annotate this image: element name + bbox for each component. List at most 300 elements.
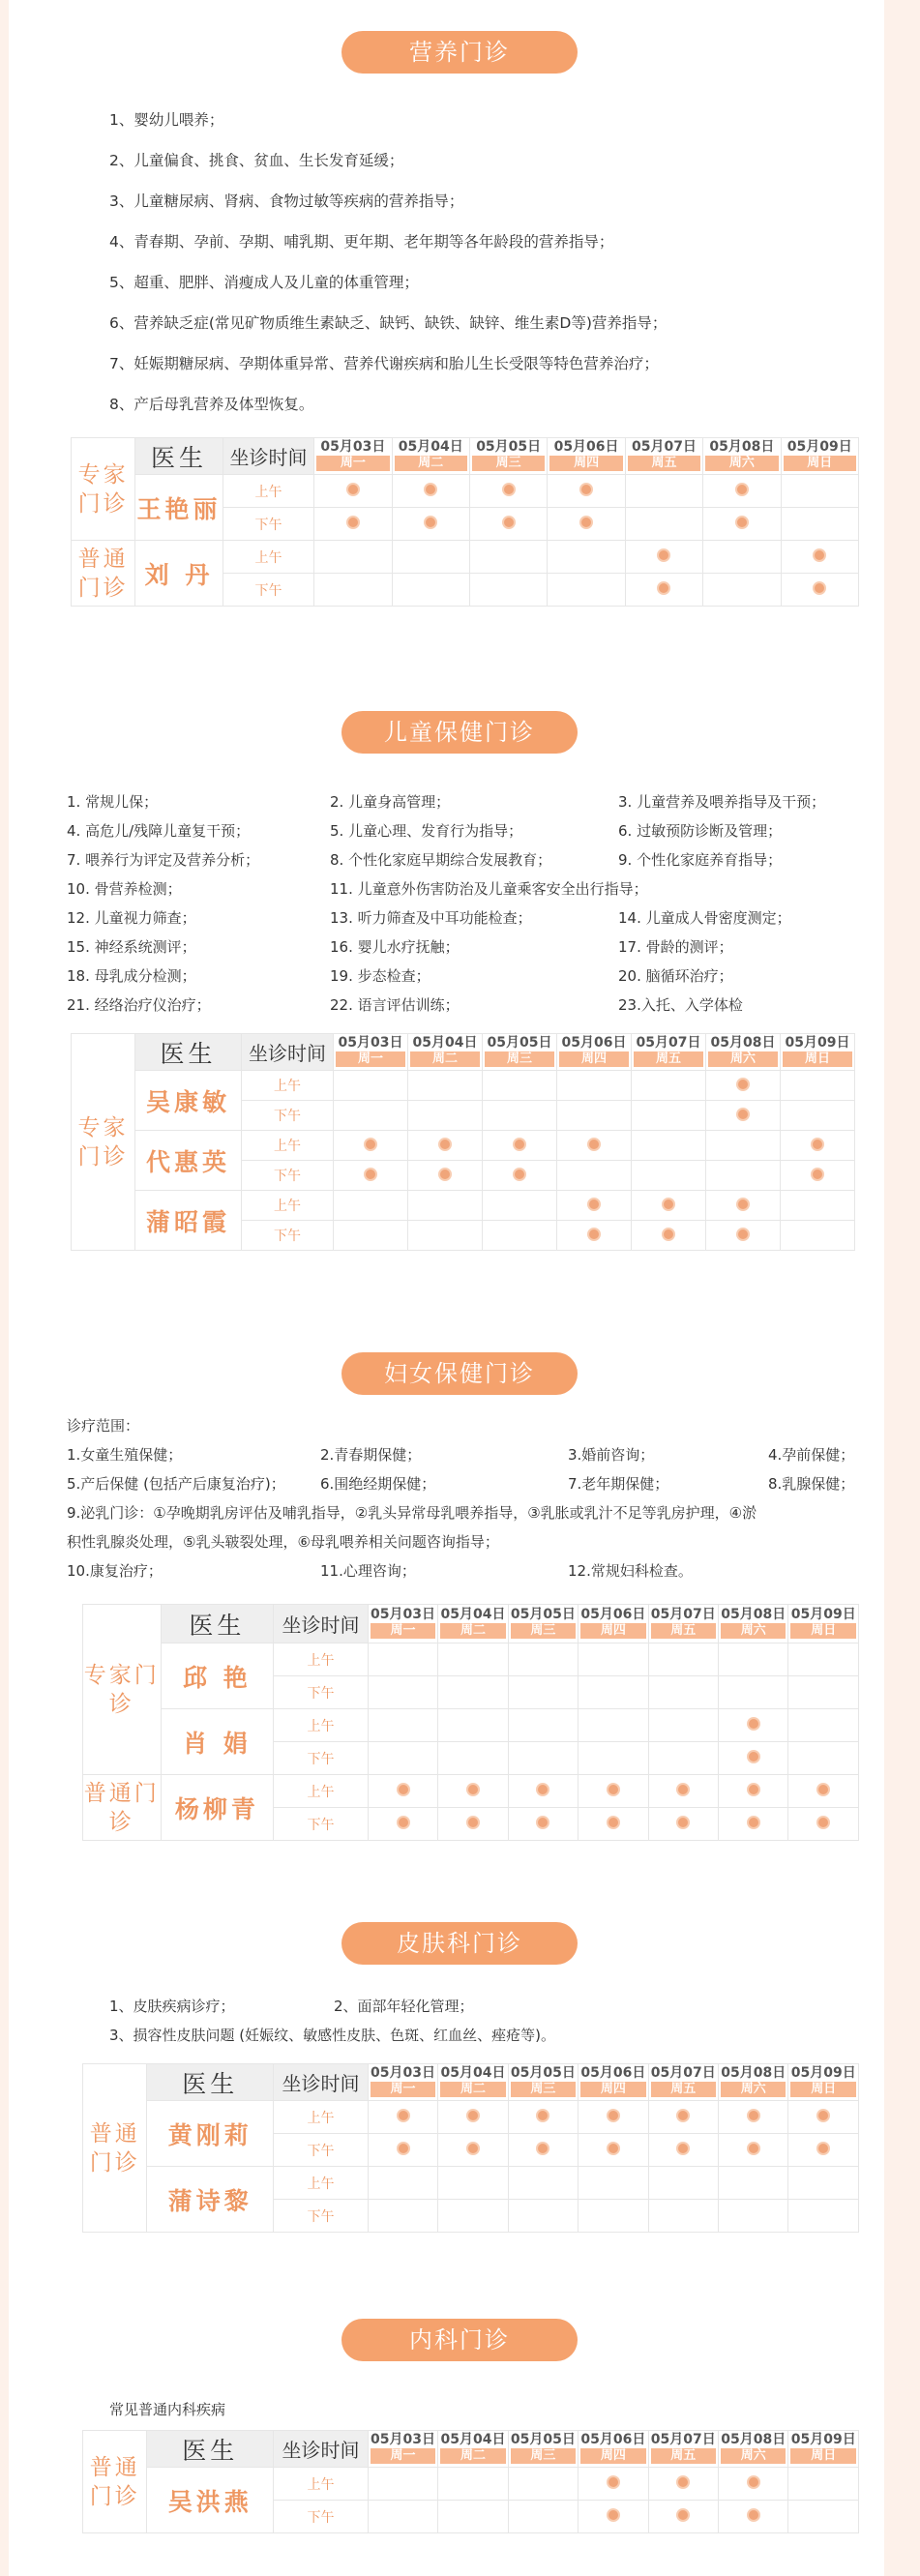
cell	[408, 1101, 483, 1131]
cell	[579, 2167, 648, 2200]
day-header: 05月06日 周四	[579, 2064, 648, 2101]
doctor-name: 邱 艳	[161, 1643, 274, 1709]
cell	[632, 1221, 706, 1251]
cell	[548, 574, 625, 607]
available-dot-icon	[747, 2109, 760, 2122]
available-dot-icon	[813, 581, 826, 595]
time-header: 坐诊时间	[274, 2064, 369, 2101]
cell	[508, 1742, 578, 1775]
day-header: 05月06日 周四	[548, 438, 625, 475]
day-header: 05月04日 周二	[438, 1605, 508, 1643]
service-item: 17. 骨龄的测评；	[618, 938, 733, 956]
time-header: 坐诊时间	[223, 438, 313, 475]
doctor-header: 医生	[135, 438, 223, 475]
available-dot-icon	[676, 1816, 690, 1829]
cell	[508, 2200, 578, 2233]
slot-pm: 下午	[223, 508, 313, 541]
available-dot-icon	[513, 1138, 526, 1151]
available-dot-icon	[736, 1228, 750, 1241]
available-dot-icon	[579, 516, 593, 529]
slot-pm: 下午	[242, 1161, 334, 1191]
service-paragraph: 积性乳腺炎处理，⑤乳头皲裂处理，⑥母乳喂养相关问题咨询指导；	[67, 1533, 499, 1551]
cell	[408, 1221, 483, 1251]
cell	[438, 2134, 508, 2167]
cell	[334, 1221, 408, 1251]
available-dot-icon	[607, 2109, 620, 2122]
cell	[579, 1808, 648, 1841]
cell	[706, 1161, 781, 1191]
cell	[706, 1191, 781, 1221]
cell	[392, 475, 469, 508]
service-item: 5. 儿童心理、发育行为指导；	[330, 822, 523, 840]
cell	[408, 1071, 483, 1101]
cell	[334, 1161, 408, 1191]
available-dot-icon	[735, 483, 749, 496]
cell	[469, 541, 547, 574]
doctor-name: 肖 娟	[161, 1709, 274, 1775]
available-dot-icon	[397, 1783, 410, 1796]
available-dot-icon	[747, 2475, 760, 2489]
available-dot-icon	[676, 2475, 690, 2489]
schedule-row	[72, 1071, 855, 1101]
available-dot-icon	[676, 2142, 690, 2155]
cell	[719, 2468, 788, 2501]
available-dot-icon	[676, 2508, 690, 2522]
day-header: 05月06日 周四	[557, 1034, 632, 1071]
available-dot-icon	[466, 1783, 480, 1796]
available-dot-icon	[397, 2109, 410, 2122]
day-header: 05月09日 周日	[788, 2064, 859, 2101]
schedule-row	[83, 2468, 859, 2501]
day-header: 05月04日 周二	[438, 2064, 508, 2101]
cell	[483, 1071, 557, 1101]
cell	[781, 475, 858, 508]
available-dot-icon	[364, 1168, 377, 1181]
available-dot-icon	[747, 2508, 760, 2522]
day-header: 05月05日 周三	[508, 1605, 578, 1643]
cell	[648, 2167, 718, 2200]
day-header: 05月08日 周六	[719, 2064, 788, 2101]
available-dot-icon	[736, 1078, 750, 1091]
cell	[314, 574, 392, 607]
service-item: 6. 过敏预防诊断及管理；	[618, 822, 783, 840]
schedule-table	[71, 437, 859, 607]
cell	[719, 1775, 788, 1808]
cell	[579, 2200, 648, 2233]
service-item: 1、婴幼儿喂养；	[109, 111, 224, 129]
cell	[703, 475, 781, 508]
day-header: 05月03日 周一	[334, 1034, 408, 1071]
cell	[703, 508, 781, 541]
slot-pm: 下午	[223, 574, 313, 607]
available-dot-icon	[736, 1198, 750, 1211]
cell	[392, 508, 469, 541]
cell	[334, 1131, 408, 1161]
service-item: 3.婚前咨询；	[568, 1446, 655, 1464]
cell	[788, 2200, 859, 2233]
cell	[703, 541, 781, 574]
doctor-name: 王艳丽	[135, 475, 223, 541]
cell	[548, 475, 625, 508]
cell	[438, 2101, 508, 2134]
cell	[632, 1131, 706, 1161]
schedule-row	[72, 1131, 855, 1161]
day-header: 05月03日 周一	[368, 1605, 437, 1643]
cell	[579, 1775, 648, 1808]
available-dot-icon	[813, 548, 826, 562]
section-title: 皮肤科门诊	[341, 1922, 578, 1965]
cell	[648, 2468, 718, 2501]
day-header: 05月03日 周一	[368, 2431, 437, 2468]
schedule-row	[83, 2167, 859, 2200]
cell	[508, 2101, 578, 2134]
service-item: 常见普通内科疾病	[109, 2401, 226, 2418]
cell	[648, 2200, 718, 2233]
cell	[648, 2134, 718, 2167]
cell	[557, 1131, 632, 1161]
service-item: 11.心理咨询；	[320, 1562, 416, 1580]
available-dot-icon	[607, 1783, 620, 1796]
slot-pm: 下午	[274, 1742, 369, 1775]
cell	[625, 475, 702, 508]
cell	[368, 2167, 437, 2200]
schedule-row	[72, 475, 859, 508]
service-item: 13. 听力筛查及中耳功能检查；	[330, 909, 532, 927]
cell	[719, 1709, 788, 1742]
available-dot-icon	[424, 516, 437, 529]
service-item: 15. 神经系统测评；	[67, 938, 196, 956]
day-header: 05月03日 周一	[368, 2064, 437, 2101]
available-dot-icon	[438, 1168, 452, 1181]
cell	[368, 2134, 437, 2167]
cell	[408, 1191, 483, 1221]
service-item: 10.康复治疗；	[67, 1562, 163, 1580]
slot-pm: 下午	[242, 1221, 334, 1251]
available-dot-icon	[607, 1816, 620, 1829]
slot-pm: 下午	[274, 1676, 369, 1709]
cell	[648, 1742, 718, 1775]
schedule-table	[82, 2430, 859, 2533]
clinic-type-label: 专家门诊	[72, 1034, 135, 1251]
day-header: 05月08日 周六	[719, 2431, 788, 2468]
cell	[788, 2167, 859, 2200]
cell	[648, 1709, 718, 1742]
available-dot-icon	[747, 1816, 760, 1829]
cell	[368, 1676, 437, 1709]
cell	[557, 1071, 632, 1101]
day-header: 05月08日 周六	[703, 438, 781, 475]
cell	[483, 1131, 557, 1161]
cell	[781, 574, 858, 607]
cell	[781, 1221, 855, 1251]
day-header: 05月09日 周日	[781, 1034, 855, 1071]
service-item: 12. 儿童视力筛查；	[67, 909, 196, 927]
cell	[719, 1643, 788, 1676]
cell	[483, 1101, 557, 1131]
cell	[579, 1676, 648, 1709]
slot-am: 上午	[242, 1191, 334, 1221]
cell	[508, 1676, 578, 1709]
cell	[579, 1709, 648, 1742]
cell	[438, 1709, 508, 1742]
slot-pm: 下午	[242, 1101, 334, 1131]
service-item: 8. 个性化家庭早期综合发展教育；	[330, 851, 552, 869]
available-dot-icon	[811, 1138, 824, 1151]
service-item: 3、损容性皮肤问题 (妊娠纹、敏感性皮肤、色斑、红血丝、痤疮等)。	[109, 2027, 556, 2044]
slot-am: 上午	[274, 1775, 369, 1808]
cell	[508, 2468, 578, 2501]
cell	[508, 2134, 578, 2167]
service-paragraph: 9.泌乳门诊：①孕晚期乳房评估及哺乳指导，②乳头异常母乳喂养指导，③乳胀或乳汁不足等乳房护理，④淤	[67, 1504, 757, 1522]
cell	[648, 2101, 718, 2134]
cell	[706, 1071, 781, 1101]
day-header: 05月09日 周日	[781, 438, 858, 475]
cell	[781, 541, 858, 574]
slot-am: 上午	[223, 541, 313, 574]
cell	[788, 1775, 859, 1808]
service-item: 16. 婴儿水疗抚触；	[330, 938, 460, 956]
cell	[648, 1643, 718, 1676]
available-dot-icon	[811, 1168, 824, 1181]
cell	[392, 574, 469, 607]
cell	[719, 1676, 788, 1709]
cell	[632, 1191, 706, 1221]
cell	[408, 1131, 483, 1161]
cell	[579, 2501, 648, 2533]
cell	[719, 1742, 788, 1775]
slot-pm: 下午	[274, 2200, 369, 2233]
day-header: 05月09日 周日	[788, 2431, 859, 2468]
day-header: 05月09日 周日	[788, 1605, 859, 1643]
service-item: 11. 儿童意外伤害防治及儿童乘客安全出行指导；	[330, 880, 648, 898]
slot-am: 上午	[274, 2101, 369, 2134]
service-item: 2、儿童偏食、挑食、贫血、生长发育延缓；	[109, 152, 404, 169]
day-header: 05月07日 周五	[648, 2064, 718, 2101]
service-item: 4. 高危儿/残障儿童复干预；	[67, 822, 251, 840]
service-item: 9. 个性化家庭养育指导；	[618, 851, 783, 869]
service-item: 14. 儿童成人骨密度测定；	[618, 909, 791, 927]
available-dot-icon	[662, 1228, 675, 1241]
service-item: 5.产后保健 (包括产后康复治疗)；	[67, 1475, 285, 1493]
service-item: 5、超重、肥胖、消瘦成人及儿童的体重管理；	[109, 274, 419, 291]
doctor-header: 医生	[135, 1034, 242, 1071]
cell	[781, 1071, 855, 1101]
available-dot-icon	[502, 483, 516, 496]
slot-am: 上午	[274, 2167, 369, 2200]
available-dot-icon	[579, 483, 593, 496]
cell	[719, 2134, 788, 2167]
cell	[788, 2468, 859, 2501]
available-dot-icon	[657, 548, 670, 562]
cell	[788, 1709, 859, 1742]
cell	[334, 1071, 408, 1101]
available-dot-icon	[502, 516, 516, 529]
service-item: 7、妊娠期糖尿病、孕期体重异常、营养代谢疾病和胎儿生长受限等特色营养治疗；	[109, 355, 659, 372]
cell	[392, 541, 469, 574]
cell	[632, 1071, 706, 1101]
doctor-header: 医生	[161, 1605, 274, 1643]
cell	[557, 1191, 632, 1221]
cell	[788, 1808, 859, 1841]
day-header: 05月05日 周三	[469, 438, 547, 475]
available-dot-icon	[816, 1783, 830, 1796]
cell	[438, 1643, 508, 1676]
doctor-header: 医生	[147, 2064, 274, 2101]
available-dot-icon	[466, 2142, 480, 2155]
day-header: 05月07日 周五	[625, 438, 702, 475]
cell	[438, 1775, 508, 1808]
cell	[314, 541, 392, 574]
cell	[483, 1221, 557, 1251]
time-header: 坐诊时间	[242, 1034, 334, 1071]
time-header: 坐诊时间	[274, 2431, 369, 2468]
service-item: 1、皮肤疾病诊疗；	[109, 1998, 235, 2015]
available-dot-icon	[607, 2475, 620, 2489]
available-dot-icon	[346, 516, 360, 529]
available-dot-icon	[513, 1168, 526, 1181]
service-item: 2. 儿童身高管理；	[330, 793, 451, 811]
day-header: 05月08日 周六	[706, 1034, 781, 1071]
day-header: 05月06日 周四	[579, 1605, 648, 1643]
clinic-type-label: 普通门诊	[83, 2431, 147, 2533]
doctor-name: 杨柳青	[161, 1775, 274, 1841]
available-dot-icon	[397, 1816, 410, 1829]
cell	[788, 1643, 859, 1676]
day-header: 05月05日 周三	[508, 2431, 578, 2468]
service-item: 6、营养缺乏症(常见矿物质维生素缺乏、缺钙、缺铁、缺锌、维生素D等)营养指导；	[109, 314, 668, 332]
schedule-row	[83, 1709, 859, 1742]
cell	[781, 1131, 855, 1161]
section-title: 内科门诊	[341, 2319, 578, 2361]
cell	[314, 475, 392, 508]
schedule-row	[72, 1191, 855, 1221]
slot-pm: 下午	[274, 2134, 369, 2167]
service-item: 20. 脑循环治疗；	[618, 967, 733, 985]
cell	[648, 1775, 718, 1808]
available-dot-icon	[747, 1717, 760, 1731]
cell	[703, 574, 781, 607]
cell	[483, 1161, 557, 1191]
available-dot-icon	[346, 483, 360, 496]
service-item: 12.常规妇科检查。	[568, 1562, 693, 1580]
available-dot-icon	[816, 2142, 830, 2155]
slot-pm: 下午	[274, 2501, 369, 2533]
service-item: 22. 语言评估训练；	[330, 996, 460, 1014]
cell	[438, 1808, 508, 1841]
cell	[632, 1101, 706, 1131]
service-item: 21. 经络治疗仪治疗；	[67, 996, 211, 1014]
available-dot-icon	[536, 1783, 549, 1796]
doctor-name: 蒲诗黎	[147, 2167, 274, 2233]
slot-am: 上午	[274, 2468, 369, 2501]
cell	[781, 1161, 855, 1191]
available-dot-icon	[747, 2142, 760, 2155]
cell	[508, 1643, 578, 1676]
cell	[368, 2200, 437, 2233]
section-title: 营养门诊	[341, 31, 578, 74]
section-title: 儿童保健门诊	[341, 711, 578, 754]
cell	[438, 2501, 508, 2533]
cell	[648, 1808, 718, 1841]
section-title: 妇女保健门诊	[341, 1352, 578, 1395]
service-item: 4.孕前保健；	[768, 1446, 855, 1464]
cell	[508, 1808, 578, 1841]
schedule-row	[72, 541, 859, 574]
schedule-row	[83, 1775, 859, 1808]
cell	[625, 574, 702, 607]
slot-am: 上午	[242, 1131, 334, 1161]
day-header: 05月05日 周三	[483, 1034, 557, 1071]
available-dot-icon	[536, 2109, 549, 2122]
cell	[557, 1221, 632, 1251]
service-item: 6.围绝经期保健；	[320, 1475, 436, 1493]
service-item: 4、青春期、孕前、孕期、哺乳期、更年期、老年期等各年龄段的营养指导；	[109, 233, 614, 251]
cell	[438, 2468, 508, 2501]
cell	[557, 1101, 632, 1131]
schedule-row	[83, 1643, 859, 1676]
cell	[314, 508, 392, 541]
cell	[781, 508, 858, 541]
available-dot-icon	[607, 2142, 620, 2155]
cell	[719, 2101, 788, 2134]
cell	[579, 1742, 648, 1775]
cell	[368, 2101, 437, 2134]
cell	[368, 1709, 437, 1742]
available-dot-icon	[607, 2508, 620, 2522]
doctor-header: 医生	[147, 2431, 274, 2468]
service-item: 1. 常规儿保；	[67, 793, 159, 811]
cell	[408, 1161, 483, 1191]
service-item: 7. 喂养行为评定及营养分析；	[67, 851, 260, 869]
cell	[548, 541, 625, 574]
cell	[719, 2167, 788, 2200]
cell	[368, 1643, 437, 1676]
schedule-table	[71, 1033, 855, 1251]
available-dot-icon	[397, 2142, 410, 2155]
slot-am: 上午	[242, 1071, 334, 1101]
cell	[483, 1191, 557, 1221]
cell	[557, 1161, 632, 1191]
day-header: 05月04日 周二	[408, 1034, 483, 1071]
available-dot-icon	[587, 1138, 601, 1151]
available-dot-icon	[747, 1750, 760, 1763]
service-item: 3、儿童糖尿病、肾病、食物过敏等疾病的营养指导；	[109, 192, 464, 210]
cell	[788, 2501, 859, 2533]
available-dot-icon	[536, 2142, 549, 2155]
cell	[781, 1191, 855, 1221]
cell	[719, 2501, 788, 2533]
available-dot-icon	[735, 516, 749, 529]
cell	[706, 1101, 781, 1131]
cell	[781, 1101, 855, 1131]
cell	[632, 1161, 706, 1191]
service-item: 1.女童生殖保健；	[67, 1446, 183, 1464]
time-header: 坐诊时间	[274, 1605, 369, 1643]
available-dot-icon	[466, 1816, 480, 1829]
cell	[706, 1131, 781, 1161]
clinic-type-label: 普通门诊	[72, 541, 135, 607]
schedule-page	[9, 0, 884, 2576]
available-dot-icon	[676, 2109, 690, 2122]
doctor-name: 刘 丹	[135, 541, 223, 607]
cell	[368, 2468, 437, 2501]
slot-am: 上午	[274, 1643, 369, 1676]
clinic-type-label: 普通门诊	[83, 2064, 147, 2233]
cell	[719, 1808, 788, 1841]
cell	[508, 1775, 578, 1808]
cell	[469, 475, 547, 508]
cell	[469, 574, 547, 607]
